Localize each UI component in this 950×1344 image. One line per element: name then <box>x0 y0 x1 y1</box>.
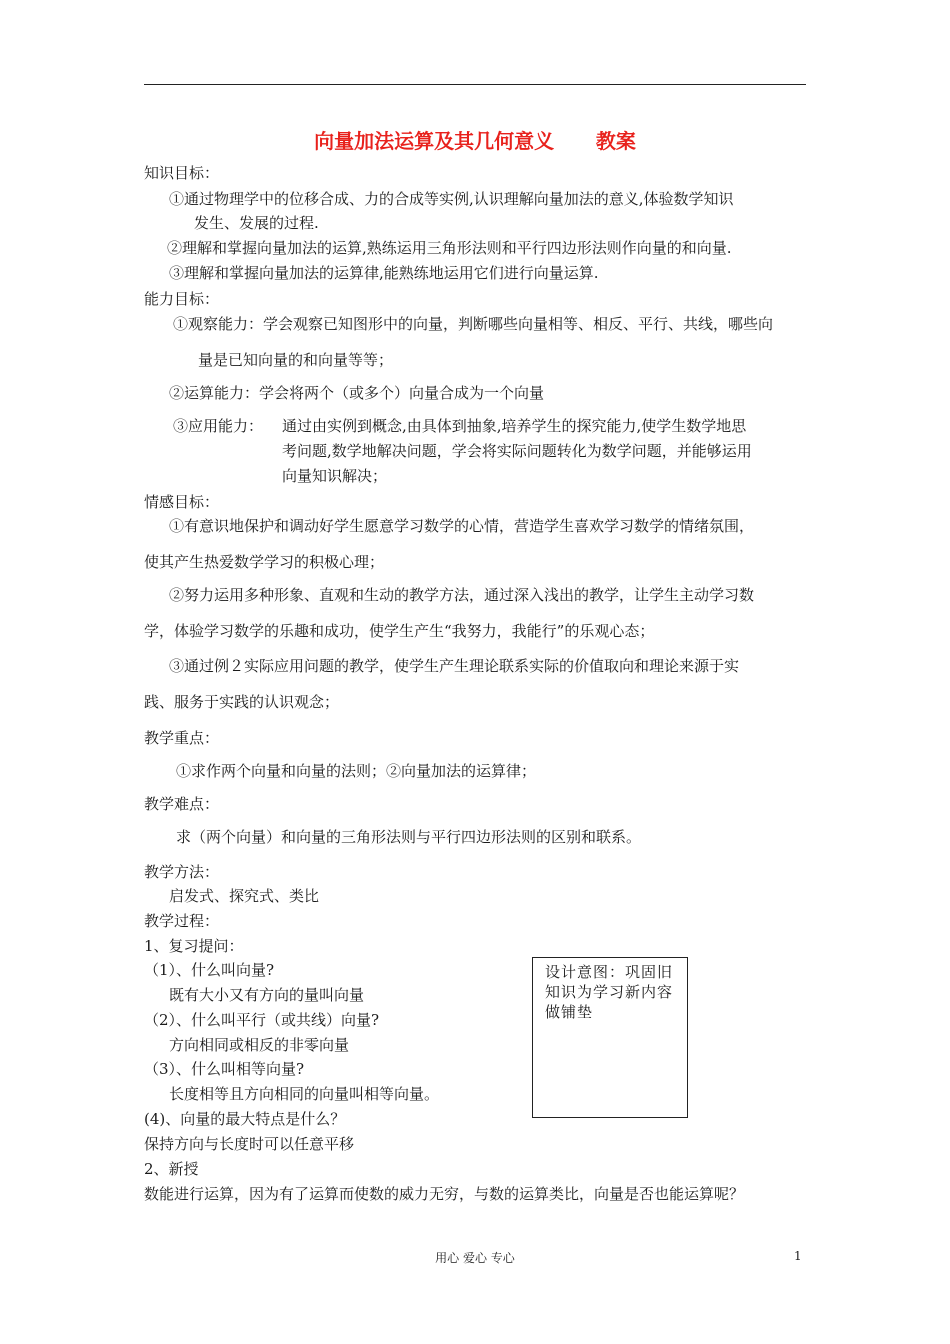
text-line: ①观察能力：学会观察已知图形中的向量，判断哪些向量相等、相反、平行、共线，哪些向 <box>173 315 774 333</box>
section-heading-process: 教学过程： <box>144 912 220 930</box>
text-line: （2）、什么叫平行（或共线）向量? <box>144 1011 380 1029</box>
text-line: 学，体验学习数学的乐趣和成功，使学生产生“我努力，我能行”的乐观心态； <box>144 622 655 640</box>
page-number: 1 <box>794 1249 802 1263</box>
section-heading-difficulties: 教学难点： <box>144 795 220 813</box>
text-line: 数能进行运算，因为有了运算而使数的威力无穷，与数的运算类比，向量是否也能运算呢？ <box>144 1185 745 1203</box>
page-footer: 用心 爱心 专心 <box>435 1251 515 1265</box>
text-line: （1）、什么叫向量? <box>144 961 275 979</box>
header-rule <box>144 84 806 85</box>
text-line: ③通过例２实际应用问题的教学，使学生产生理论联系实际的价值取向和理论来源于实 <box>169 657 740 675</box>
text-line: 使其产生热爱数学学习的积极心理； <box>144 553 385 571</box>
text-line: 量是已知向量的和向量等等； <box>198 351 394 369</box>
document-title: 向量加法运算及其几何意义 教案 <box>314 129 636 153</box>
text-line: (4)、向量的最大特点是什么？ <box>144 1110 346 1128</box>
text-line: 2、新授 <box>144 1160 199 1178</box>
text-line: 考问题,数学地解决问题，学会将实际问题转化为数学问题，并能够运用 <box>282 442 752 460</box>
text-line: ③应用能力： <box>173 417 264 435</box>
text-line: ②努力运用多种形象、直观和生动的教学方法，通过深入浅出的教学，让学生主动学习数 <box>169 586 755 604</box>
section-heading-methods: 教学方法： <box>144 863 220 881</box>
text-line: ②理解和掌握向量加法的运算,熟练运用三角形法则和平行四边形法则作向量的和向量. <box>167 239 732 257</box>
text-line: 通过由实例到概念,由具体到抽象,培养学生的探究能力,使学生数学地思 <box>282 417 747 435</box>
text-line: 践、服务于实践的认识观念； <box>144 693 340 711</box>
section-heading-knowledge: 知识目标： <box>144 164 220 182</box>
text-line: ③理解和掌握向量加法的运算律,能熟练地运用它们进行向量运算. <box>169 264 599 282</box>
text-line: 求（两个向量）和向量的三角形法则与平行四边形法则的区别和联系。 <box>176 828 642 846</box>
text-line: ①求作两个向量和向量的法则；②向量加法的运算律； <box>176 762 537 780</box>
text-line: 向量知识解决； <box>282 467 388 485</box>
section-heading-ability: 能力目标： <box>144 290 220 308</box>
design-intent-box <box>532 957 688 1118</box>
text-line: ①通过物理学中的位移合成、力的合成等实例,认识理解向量加法的意义,体验数学知识 <box>169 190 734 208</box>
section-heading-key-points: 教学重点： <box>144 729 220 747</box>
text-line: ②运算能力：学会将两个（或多个）向量合成为一个向量 <box>169 384 545 402</box>
text-line: 长度相等且方向相同的向量叫相等向量。 <box>169 1085 440 1103</box>
text-line: 发生、发展的过程. <box>194 214 319 232</box>
text-line: 既有大小又有方向的量叫向量 <box>169 986 365 1004</box>
design-intent-text: 设计意图：巩固旧知识为学习新内容做铺垫 <box>545 963 674 1021</box>
text-line: 保持方向与长度时可以任意平移 <box>144 1135 355 1153</box>
text-line: 1、复习提问： <box>144 937 244 955</box>
text-line: ①有意识地保护和调动好学生愿意学习数学的心情，营造学生喜欢学习数学的情绪氛围， <box>169 517 755 535</box>
section-heading-emotion: 情感目标： <box>144 493 220 511</box>
text-line: 方向相同或相反的非零向量 <box>169 1036 350 1054</box>
text-line: （3）、什么叫相等向量? <box>144 1060 305 1078</box>
text-line: 启发式、探究式、类比 <box>169 887 320 905</box>
